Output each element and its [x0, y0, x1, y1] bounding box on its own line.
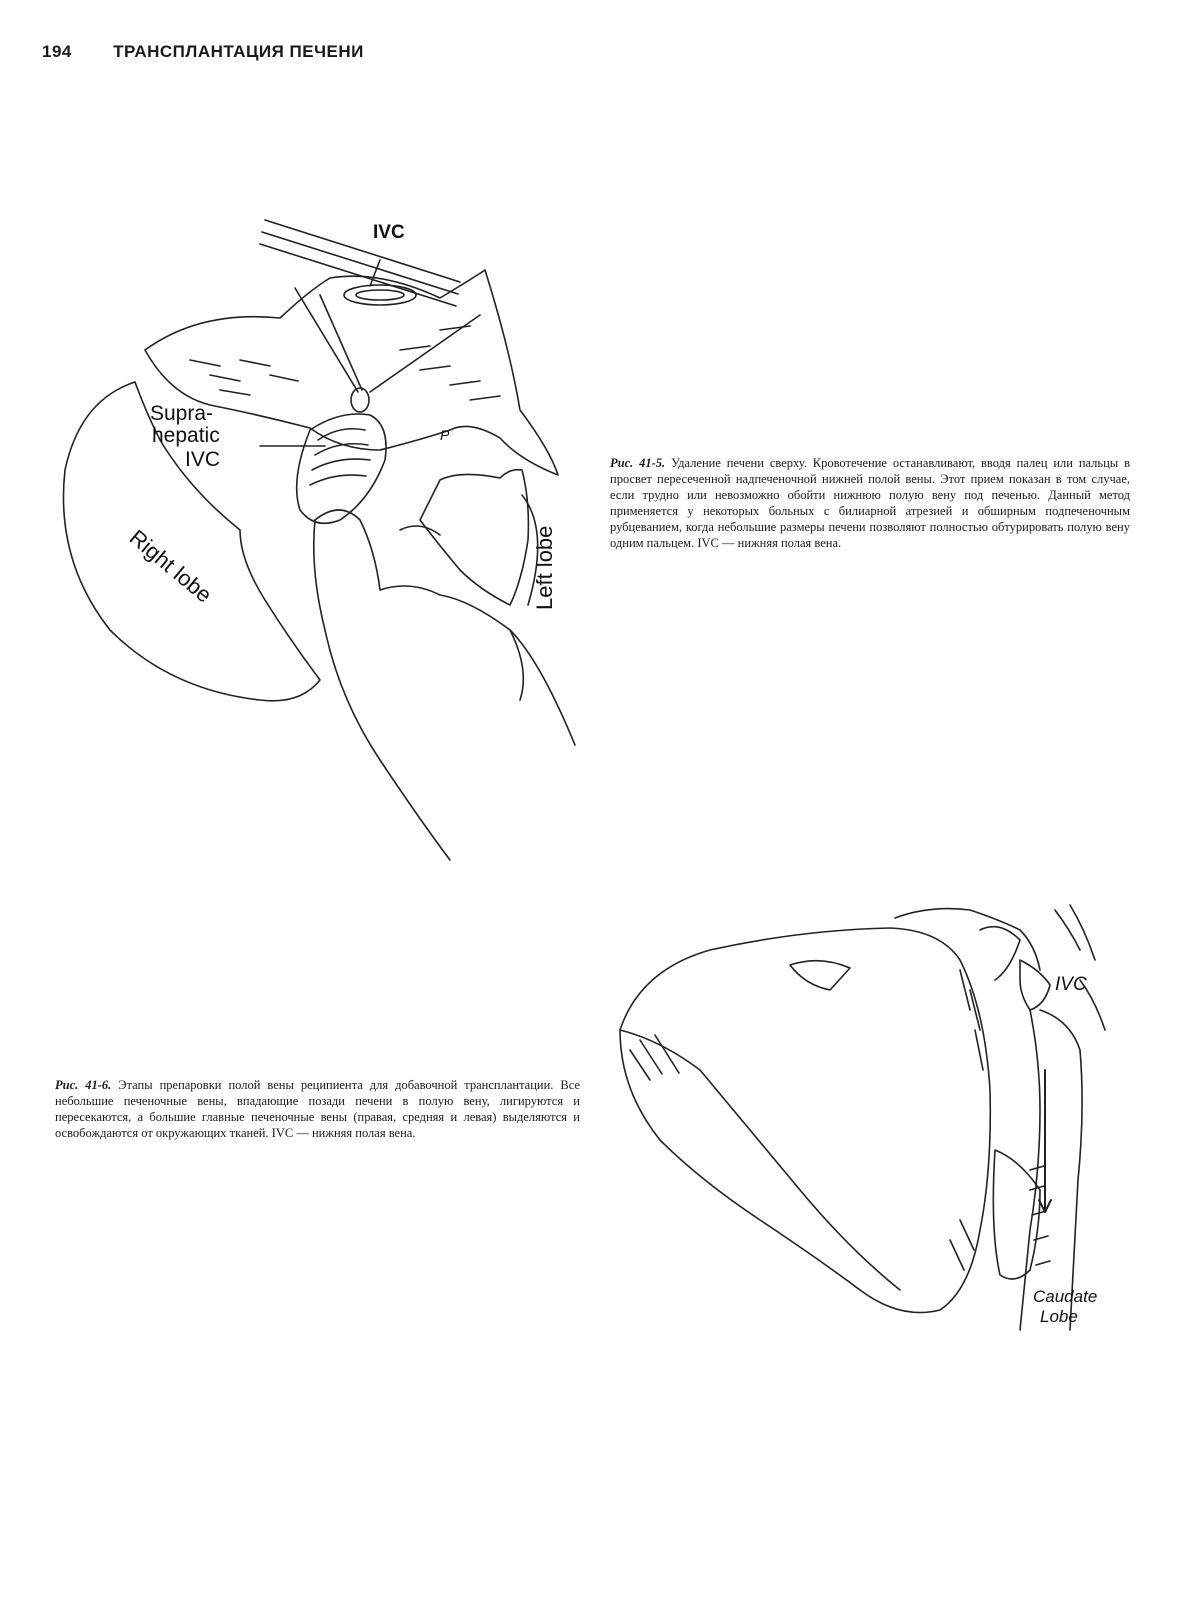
running-title: ТРАНСПЛАНТАЦИЯ ПЕЧЕНИ: [113, 42, 364, 61]
liver-outline: [620, 928, 990, 1313]
surface-shading-arrow: [790, 961, 850, 990]
ivc-vessel-right: [1040, 1010, 1082, 1330]
label-p: P: [440, 427, 450, 443]
caption-figure-41-5-text: Удаление печени сверху. Кровотечение останавливают, вводя палец или пальцы в просвет пересеченной надпеченочной нижней полой вены. Этот прием показан в том случае, если трудно или невозможно обойти нижнюю полую вену под печенью. Данный метод применяется у некоторых больных с билиарной атрезией и обширным подпеченочным рубцеванием, когда небольшие размеры печени позволяют полностью обтурировать полую вену одним пальцем. IVC — нижняя полая вена.: [610, 456, 1130, 550]
figure-41-5-illustration: [40, 200, 600, 880]
hepatic-vein-stump: [1020, 960, 1050, 1010]
label-left-lobe: Left lobe: [532, 525, 557, 610]
ivc-opening: [344, 285, 416, 305]
caption-figure-41-6: [55, 1077, 580, 1141]
page-header: [42, 42, 364, 62]
label-supra: Supra-: [150, 402, 214, 425]
label-hepatic: hepatic: [152, 424, 220, 447]
label-right-lobe: Right lobe: [124, 524, 217, 608]
caption-figure-41-6-ref: Рис. 41-6.: [55, 1078, 112, 1092]
caption-figure-41-5: [610, 455, 1130, 551]
page-number: 194: [42, 42, 72, 61]
diaphragm-line: [265, 220, 460, 282]
caption-figure-41-5-ref: Рис. 41-5.: [610, 456, 666, 470]
label-ivc-fig2: IVC: [1055, 974, 1087, 995]
label-lobe: Lobe: [1040, 1307, 1078, 1326]
left-lobe-outline: [420, 470, 528, 605]
label-ivc-supra: IVC: [185, 448, 221, 471]
recipient-ivc-dissection-drawing: [600, 890, 1120, 1360]
label-ivc-top: IVC: [373, 222, 405, 243]
figure-41-6-illustration: [600, 890, 1120, 1360]
caption-figure-41-6-text: Этапы препаровки полой вены реципиента для добавочной трансплантации. Все небольшие печеночные вены, впадающие позади печени в полую вену, лигируются и пересекаются, а большие главные печеночные вены (правая, средняя и левая) выделяются и освобождаются от окружающих тканей. IVC — нижняя полая вена.: [55, 1078, 580, 1140]
liver-from-above-drawing: [40, 200, 600, 880]
label-caudate: Caudate: [1033, 1287, 1098, 1306]
